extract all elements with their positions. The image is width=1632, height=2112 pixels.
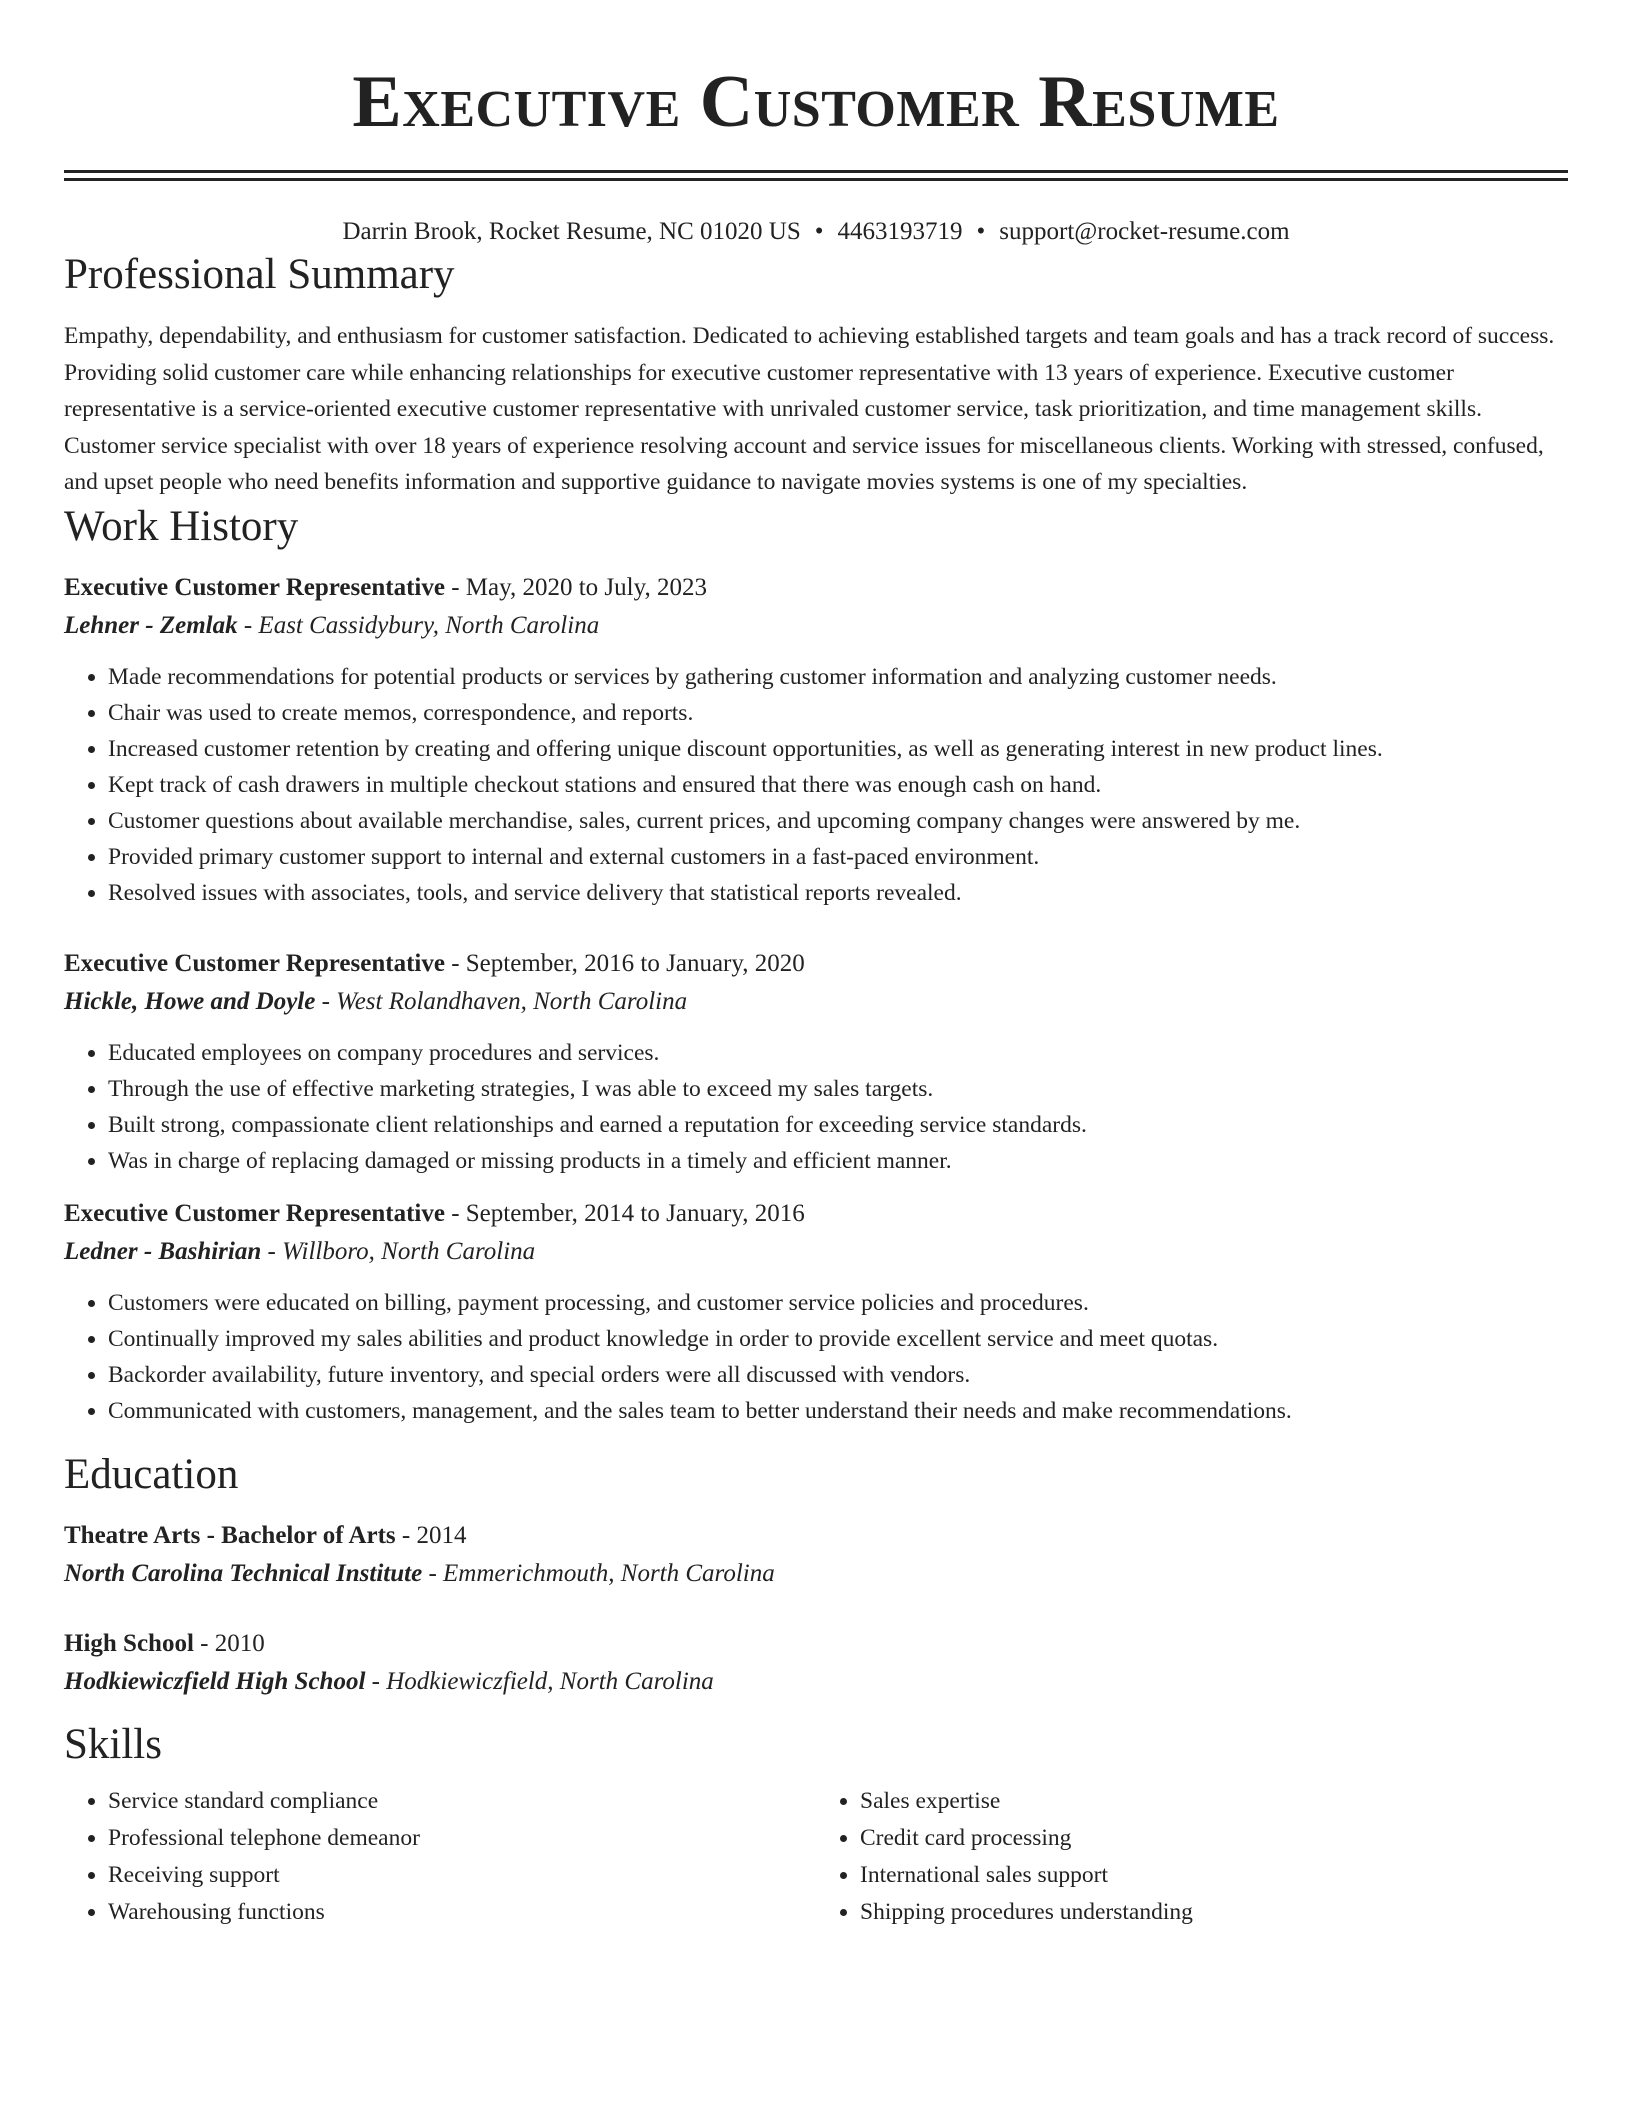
education-degree: Theatre Arts - Bachelor of Arts [64, 1521, 396, 1549]
summary-heading: Professional Summary [64, 251, 455, 298]
education-school: North Carolina Technical Institute [64, 1559, 423, 1587]
job-title-line [64, 945, 1568, 983]
job-entry [64, 569, 1568, 911]
education-entry [64, 1625, 1568, 1701]
job-location: - Willboro, North Carolina [261, 1237, 536, 1265]
education-degree-line [64, 1517, 1568, 1555]
list-item: • International sales support [860, 1857, 1568, 1894]
title-divider [64, 170, 1568, 181]
education-school-line [64, 1663, 1568, 1701]
job-entry [64, 1195, 1568, 1429]
list-item: • Shipping procedures understanding [860, 1894, 1568, 1931]
job-title: Executive Customer Representative [64, 1199, 445, 1227]
contact-address: Darrin Brook, Rocket Resume, NC 01020 US [342, 218, 801, 245]
education-year: - 2010 [193, 1629, 265, 1657]
job-title-line [64, 1195, 1568, 1233]
education-location: - Emmerichmouth, North Carolina [422, 1559, 775, 1587]
skills-column-right [816, 1783, 1568, 1931]
list-item: • Credit card processing [860, 1820, 1568, 1857]
job-bullets [64, 659, 1568, 911]
list-item: • Continually improved my sales abilities and product knowledge in order to provide excellent service and meet quotas. [108, 1321, 1568, 1357]
list-item: • Through the use of effective marketing strategies, I was able to exceed my sales targets. [108, 1071, 1568, 1107]
list-item: • Provided primary customer support to internal and external customers in a fast-paced environment. [108, 839, 1568, 875]
job-company-line [64, 983, 1568, 1021]
list-item: • Resolved issues with associates, tools, and service delivery that statistical reports revealed. [108, 875, 1568, 911]
job-location: - West Rolandhaven, North Carolina [315, 987, 688, 1015]
list-item: • Service standard compliance [108, 1783, 816, 1820]
summary-text: Empathy, dependability, and enthusiasm for customer satisfaction. Dedicated to achieving established targets and team goals and has a track record of success. Providing solid customer care while enhancing relationships for executive customer representative with 13 years of experience. Executive customer representative is a service-oriented executive customer representative with unrivaled customer service, task prioritization, and time management skills. Customer service specialist with over 18 years of experience resolving account and service issues for miscellaneous clients. Working with stressed, confused, and upset people who need benefits information and supportive guidance to navigate movies systems is one of my specialties. [64, 323, 1555, 495]
list-item: • Professional telephone demeanor [108, 1820, 816, 1857]
contact-line [64, 215, 1568, 249]
education-year: - 2014 [395, 1521, 467, 1549]
list-item: • Chair was used to create memos, correspondence, and reports. [108, 695, 1568, 731]
job-bullets [64, 1035, 1568, 1179]
list-item: • Receiving support [108, 1857, 816, 1894]
list-item: • Increased customer retention by creating and offering unique discount opportunities, as well as generating interest in new product lines. [108, 731, 1568, 767]
list-item: • Kept track of cash drawers in multiple checkout stations and ensured that there was enough cash on hand. [108, 767, 1568, 803]
job-company-line [64, 607, 1568, 645]
list-item: • Was in charge of replacing damaged or missing products in a timely and efficient manner. [108, 1143, 1568, 1179]
job-company: Ledner - Bashirian [64, 1237, 262, 1265]
list-item: • Educated employees on company procedures and services. [108, 1035, 1568, 1071]
list-item: • Sales expertise [860, 1783, 1568, 1820]
contact-separator: • [814, 218, 824, 245]
job-title: Executive Customer Representative [64, 573, 445, 601]
job-location: - East Cassidybury, North Carolina [237, 611, 600, 639]
list-item: • Backorder availability, future inventory, and special orders were all discussed with vendors. [108, 1357, 1568, 1393]
job-company: Hickle, Howe and Doyle [64, 987, 316, 1015]
job-company: Lehner - Zemlak [64, 611, 238, 639]
skills-column-left [64, 1783, 816, 1931]
education-degree-line [64, 1625, 1568, 1663]
education-heading: Education [64, 1450, 239, 1498]
contact-phone: 4463193719 [837, 218, 963, 245]
job-dates: - September, 2016 to January, 2020 [444, 949, 805, 977]
page-title: Executive Customer Resume [352, 61, 1280, 143]
list-item: • Made recommendations for potential products or services by gathering customer information and analyzing customer needs. [108, 659, 1568, 695]
contact-separator: • [976, 218, 986, 245]
list-item: • Built strong, compassionate client relationships and earned a reputation for exceeding service standards. [108, 1107, 1568, 1143]
education-school-line [64, 1555, 1568, 1593]
list-item: • Customers were educated on billing, payment processing, and customer service policies and procedures. [108, 1285, 1568, 1321]
list-item: • Warehousing functions [108, 1894, 816, 1931]
skills-heading: Skills [64, 1720, 162, 1768]
education-school: Hodkiewiczfield High School [64, 1667, 366, 1695]
job-company-line [64, 1233, 1568, 1271]
education-entry [64, 1517, 1568, 1593]
list-item: • Customer questions about available merchandise, sales, current prices, and upcoming company changes were answered by me. [108, 803, 1568, 839]
job-bullets [64, 1285, 1568, 1429]
contact-email: support@rocket-resume.com [999, 218, 1290, 245]
job-dates: - September, 2014 to January, 2016 [444, 1199, 805, 1227]
education-location: - Hodkiewiczfield, North Carolina [365, 1667, 714, 1695]
job-title: Executive Customer Representative [64, 949, 445, 977]
education-degree: High School [64, 1629, 194, 1657]
skills-list [64, 1783, 1568, 1931]
list-item: • Communicated with customers, management, and the sales team to better understand their needs and make recommendations. [108, 1393, 1568, 1429]
job-dates: - May, 2020 to July, 2023 [444, 573, 707, 601]
job-entry [64, 945, 1568, 1179]
work-history-heading: Work History [64, 502, 299, 550]
job-title-line [64, 569, 1568, 607]
